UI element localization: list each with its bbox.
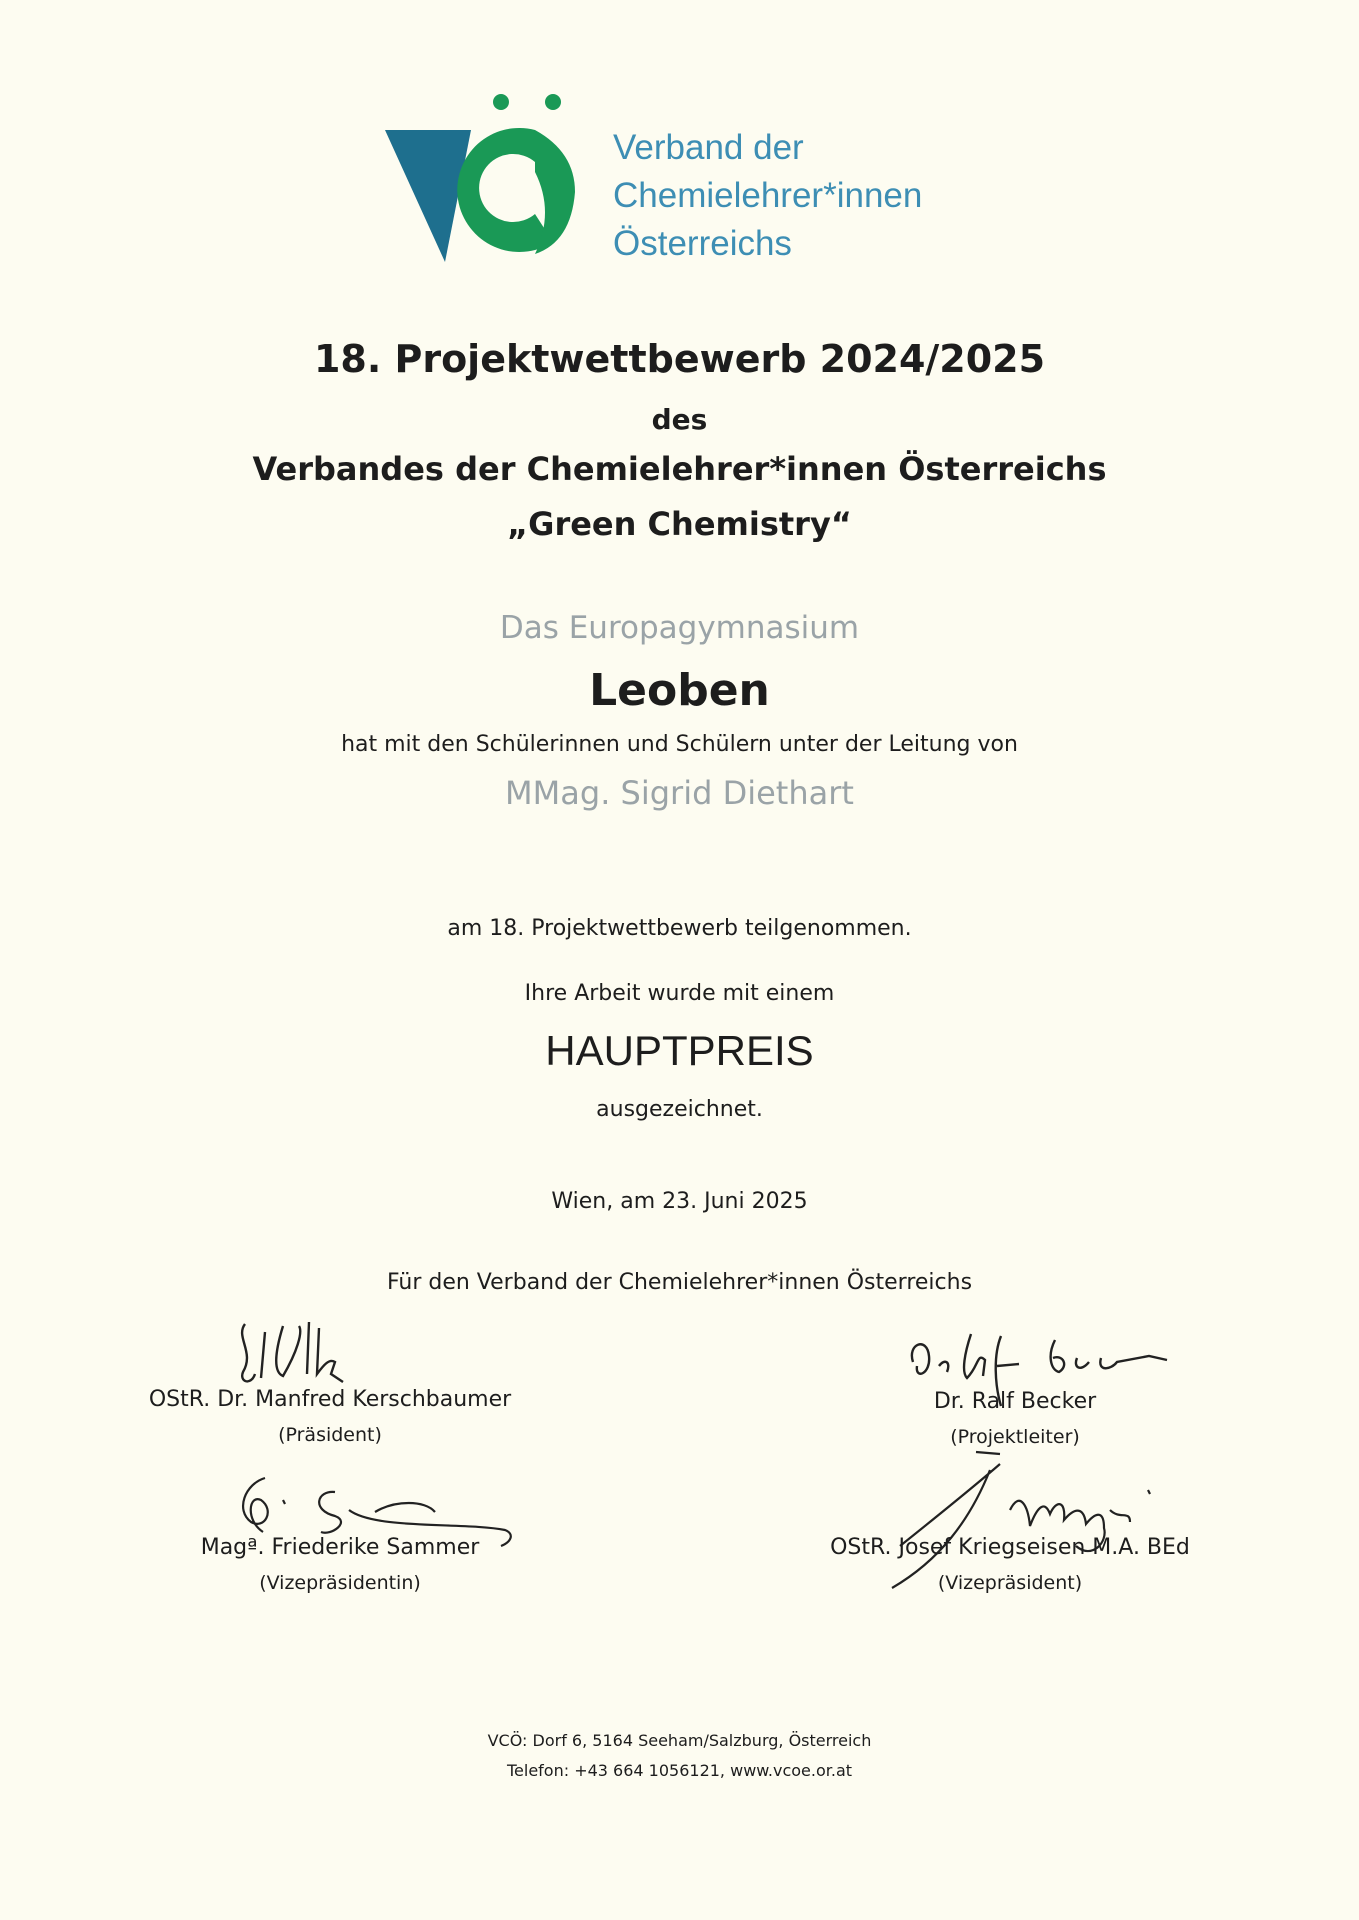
prize-title: HAUPTPREIS	[545, 1027, 814, 1074]
logo-line-1: Verband der	[613, 128, 804, 167]
signatory-vice-president-1	[160, 1534, 520, 1596]
teacher-name: MMag. Sigrid Diethart	[505, 774, 854, 812]
signatory-project-lead	[840, 1388, 1190, 1450]
signatory-role: (Präsident)	[278, 1424, 382, 1446]
association-name: Verbandes der Chemielehrer*innen Österreichs	[252, 450, 1107, 488]
award-intro: Ihre Arbeit wurde mit einem	[524, 981, 835, 1006]
vcoe-logo-icon	[385, 92, 585, 272]
leitung-text: hat mit den Schülerinnen und Schülern unter der Leitung von	[341, 732, 1018, 757]
school-intro: Das Europagymnasium	[499, 610, 860, 646]
signatory-role: (Vizepräsident)	[937, 1572, 1083, 1594]
participation-text: am 18. Projektwettbewerb teilgenommen.	[447, 916, 912, 941]
signatory-name: OStR. Dr. Manfred Kerschbaumer	[148, 1387, 512, 1412]
on-behalf-text: Für den Verband der Chemielehrer*innen Österreichs	[386, 1270, 973, 1295]
footer-address: VCÖ: Dorf 6, 5164 Seeham/Salzburg, Österreich	[487, 1731, 872, 1750]
logo-line-2: Chemielehrer*innen	[613, 176, 923, 215]
signatory-name: Dr. Ralf Becker	[933, 1389, 1097, 1414]
signatory-role: (Projektleiter)	[950, 1426, 1080, 1448]
signatory-name: Magª. Friederike Sammer	[200, 1535, 480, 1560]
signature-kerschbaumer	[225, 1312, 395, 1392]
signatory-role: (Vizepräsidentin)	[259, 1572, 421, 1594]
signatory-president	[140, 1386, 520, 1448]
certificate-title: 18. Projektwettbewerb 2024/2025	[313, 337, 1046, 381]
competition-motto: „Green Chemistry“	[507, 505, 852, 543]
logo-line-3: Österreichs	[613, 224, 792, 263]
issue-date: Wien, am 23. Juni 2025	[551, 1189, 808, 1214]
footer	[0, 1726, 1359, 1786]
title-connector: des	[651, 403, 708, 436]
footer-contact: Telefon: +43 664 1056121, www.vcoe.or.at	[506, 1761, 853, 1780]
signatory-vice-president-2	[820, 1534, 1200, 1596]
school-city: Leoben	[589, 665, 770, 716]
award-outro: ausgezeichnet.	[596, 1097, 763, 1122]
signatory-name: OStR. Josef Kriegseisen M.A. BEd	[830, 1535, 1190, 1560]
logo-wordmark	[613, 124, 922, 268]
